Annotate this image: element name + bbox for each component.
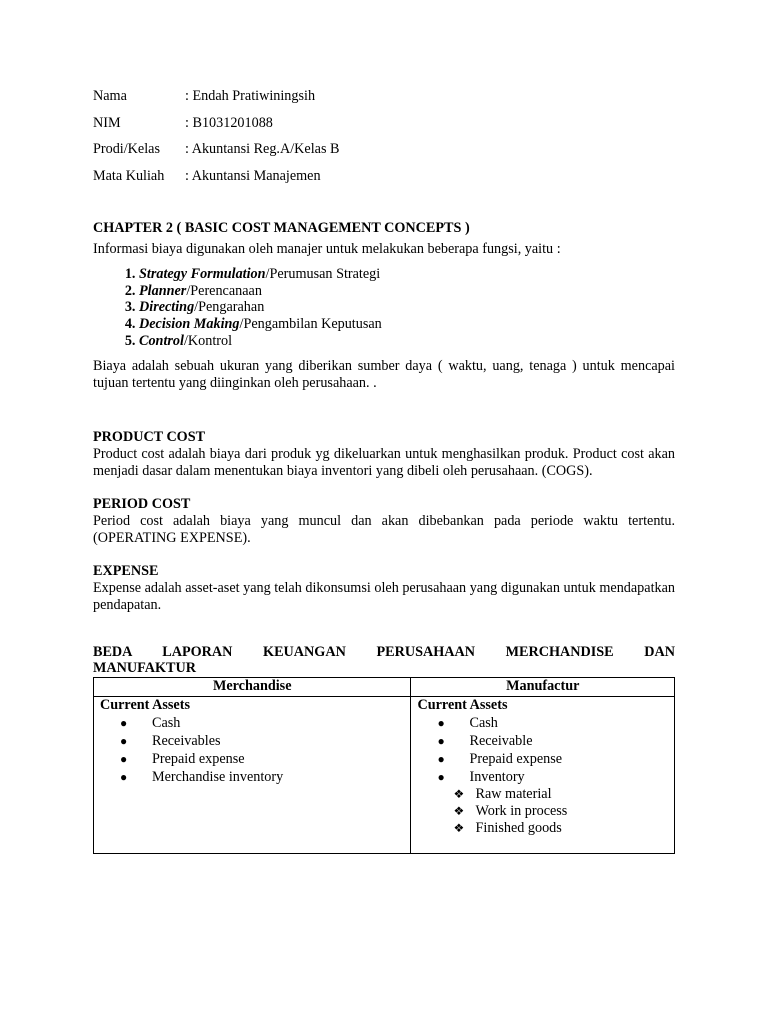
- function-term: Directing: [139, 299, 195, 316]
- manufactur-assets-list: [417, 714, 668, 786]
- expense-heading: EXPENSE: [93, 562, 159, 579]
- info-value: : B1031201088: [185, 114, 273, 131]
- list-item: [437, 750, 668, 768]
- list-item: [139, 266, 675, 283]
- list-item: [437, 732, 668, 750]
- current-assets-label: Current Assets: [417, 696, 508, 713]
- function-term: Strategy Formulation: [139, 265, 266, 282]
- list-item: [139, 299, 675, 316]
- diamond-bullet-icon: ❖: [453, 803, 465, 818]
- info-value: : Akuntansi Manajemen: [185, 168, 321, 185]
- function-translation: /Pengambilan Keputusan: [239, 316, 382, 333]
- list-item: [437, 714, 668, 732]
- product-cost-text: Product cost adalah biaya dari produk yg dikeluarkan untuk menghasilkan produk. Product cost akan menjadi dasar dalam menentukan biaya inventori yang dibeli oleh perusahaan. (COGS).: [93, 445, 675, 479]
- info-label: Prodi/Kelas: [93, 141, 160, 158]
- period-cost-heading: PERIOD COST: [93, 495, 191, 512]
- bullet-icon: ●: [120, 733, 128, 748]
- asset-label: Inventory: [469, 768, 525, 785]
- manufactur-cell: [411, 696, 675, 853]
- list-item: [139, 333, 675, 350]
- asset-label: Prepaid expense: [152, 750, 245, 767]
- merchandise-cell: [94, 696, 411, 853]
- function-term: Decision Making: [139, 316, 240, 333]
- subitem-label: Finished goods: [475, 819, 562, 836]
- info-row-nama: [93, 86, 675, 113]
- document-page: [93, 86, 675, 854]
- current-assets-label: Current Assets: [100, 696, 190, 713]
- bullet-icon: ●: [437, 769, 445, 784]
- asset-label: Receivables: [152, 732, 221, 749]
- info-label: NIM: [93, 114, 121, 131]
- comparison-heading-line1: BEDA LAPORAN KEUANGAN PERUSAHAAN MERCHANDISE DAN: [93, 643, 675, 660]
- list-item: [437, 768, 668, 786]
- diamond-bullet-icon: ❖: [453, 786, 465, 801]
- diamond-bullet-icon: ❖: [453, 820, 465, 835]
- function-term: Planner: [139, 282, 187, 299]
- bullet-icon: ●: [120, 715, 128, 730]
- merchandise-header: Merchandise: [94, 677, 411, 696]
- bullet-icon: ●: [437, 733, 445, 748]
- list-item: [120, 750, 404, 768]
- info-row-nim: [93, 113, 675, 140]
- info-label: Mata Kuliah: [93, 168, 165, 185]
- info-row-prodi: [93, 139, 675, 166]
- asset-label: Receivable: [469, 732, 533, 749]
- function-translation: /Pengarahan: [194, 299, 265, 316]
- info-label: Nama: [93, 88, 127, 104]
- function-translation: /Perencanaan: [186, 282, 262, 299]
- bullet-icon: ●: [437, 715, 445, 730]
- function-term: Control: [139, 332, 184, 349]
- list-item: [453, 820, 668, 837]
- bullet-icon: ●: [120, 751, 128, 766]
- function-translation: /Kontrol: [183, 332, 233, 349]
- list-item: [120, 714, 404, 732]
- list-item: [139, 283, 675, 300]
- merchandise-assets-list: [100, 714, 404, 786]
- asset-label: Prepaid expense: [469, 750, 563, 767]
- info-value: : Endah Pratiwiningsih: [185, 88, 316, 104]
- list-item: [453, 786, 668, 803]
- comparison-heading-line2: MANUFAKTUR: [93, 659, 196, 676]
- manufactur-header: Manufactur: [411, 677, 675, 696]
- product-cost-heading: PRODUCT COST: [93, 428, 206, 445]
- asset-label: Cash: [152, 714, 181, 731]
- inventory-subitems-list: [417, 786, 668, 837]
- functions-list: [93, 266, 675, 350]
- subitem-label: Work in process: [475, 802, 568, 819]
- asset-label: Merchandise inventory: [152, 768, 284, 785]
- biaya-definition: Biaya adalah sebuah ukuran yang diberikan sumber daya ( waktu, uang, tenaga ) untuk mencapai tujuan tertentu yang diinginkan oleh perusahaan. .: [93, 357, 675, 391]
- student-info: [93, 86, 675, 193]
- info-row-mata-kuliah: [93, 166, 675, 193]
- subitem-label: Raw material: [475, 785, 552, 802]
- expense-text: Expense adalah asset-aset yang telah dikonsumsi oleh perusahaan yang digunakan untuk mendapatkan pendapatan.: [93, 579, 675, 613]
- intro-text: Informasi biaya digunakan oleh manajer untuk melakukan beberapa fungsi, yaitu :: [93, 240, 561, 257]
- comparison-table: [93, 677, 675, 854]
- list-item: [139, 316, 675, 333]
- info-value: : Akuntansi Reg.A/Kelas B: [185, 141, 340, 158]
- period-cost-text: Period cost adalah biaya yang muncul dan akan dibebankan pada periode waktu tertentu. (OPERATING EXPENSE).: [93, 512, 675, 546]
- bullet-icon: ●: [120, 769, 128, 784]
- bullet-icon: ●: [437, 751, 445, 766]
- list-item: [120, 732, 404, 750]
- list-item: [453, 803, 668, 820]
- table-header-row: [94, 677, 675, 696]
- chapter-title: CHAPTER 2 ( BASIC COST MANAGEMENT CONCEPTS ): [93, 219, 470, 236]
- table-row: [94, 696, 675, 853]
- list-item: [120, 768, 404, 786]
- function-translation: /Perumusan Strategi: [265, 265, 381, 282]
- asset-label: Cash: [469, 714, 498, 731]
